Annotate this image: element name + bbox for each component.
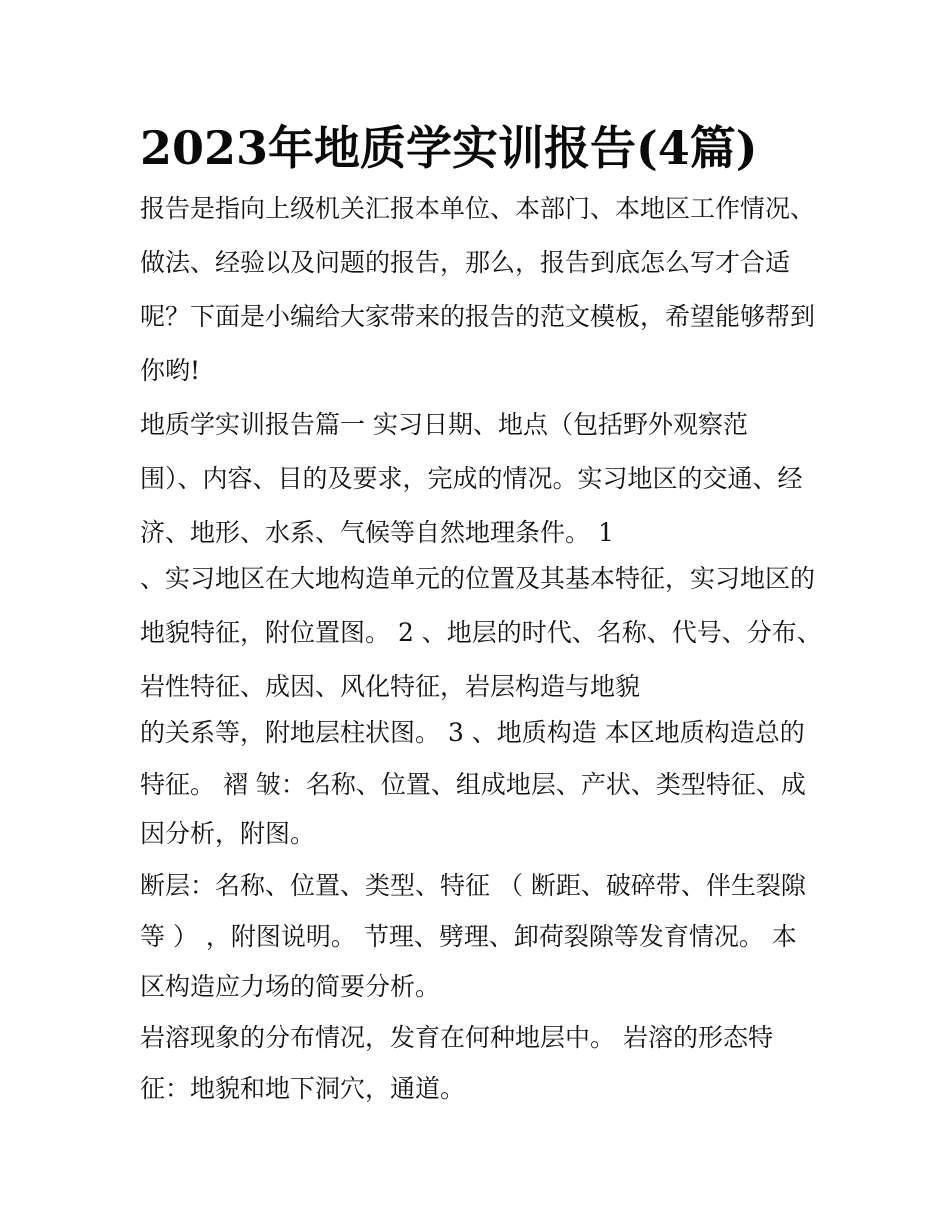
body-line: 岩性特征、成因、风化特征，岩层构造与地貌 <box>140 672 641 701</box>
body-line: 地质学实训报告篇一 实习日期、地点（包括野外观察范 <box>140 410 748 439</box>
body-line: 、实习地区在大地构造单元的位置及其基本特征，实习地区的 <box>140 564 816 593</box>
body-line: 地貌特征，附位置图。 2 、地层的时代、名称、代号、分布、 <box>140 618 822 647</box>
body-line: 岩溶现象的分布情况，发育在何种地层中。 岩溶的形态特 <box>140 1023 773 1052</box>
body-line: 区构造应力场的简要分析。 <box>140 972 441 1001</box>
body-line: 呢？下面是小编给大家带来的报告的范文模板，希望能够帮到 <box>140 302 816 331</box>
body-line: 的关系等，附地层柱状图。 3 、地质构造 本区地质构造总的 <box>140 718 805 747</box>
body-line: 特征。 褶 皱：名称、位置、组成地层、产状、类型特征、成 <box>140 770 806 799</box>
body-line: 做法、经验以及问题的报告，那么，报告到底怎么写才合适 <box>140 248 791 277</box>
body-line: 断层：名称、位置、类型、特征 （ 断距、破碎带、伴生裂隙 <box>140 871 806 900</box>
body-line: 因分析，附图。 <box>140 819 316 848</box>
body-line: 你哟! <box>140 356 201 385</box>
body-line: 等 ） ，附图说明。 节理、劈理、卸荷裂隙等发育情况。 本 <box>140 922 797 951</box>
body-line: 围）、内容、目的及要求，完成的情况。实习地区的交通、经 <box>140 464 803 493</box>
body-line: 征：地貌和地下洞穴，通道。 <box>140 1074 466 1103</box>
body-line: 报告是指向上级机关汇报本单位、本部门、本地区工作情况、 <box>140 194 816 223</box>
document-title: 2023年地质学实训报告(4篇) <box>140 121 758 175</box>
body-line: 济、地形、水系、气候等自然地理条件。 1 <box>140 518 614 547</box>
